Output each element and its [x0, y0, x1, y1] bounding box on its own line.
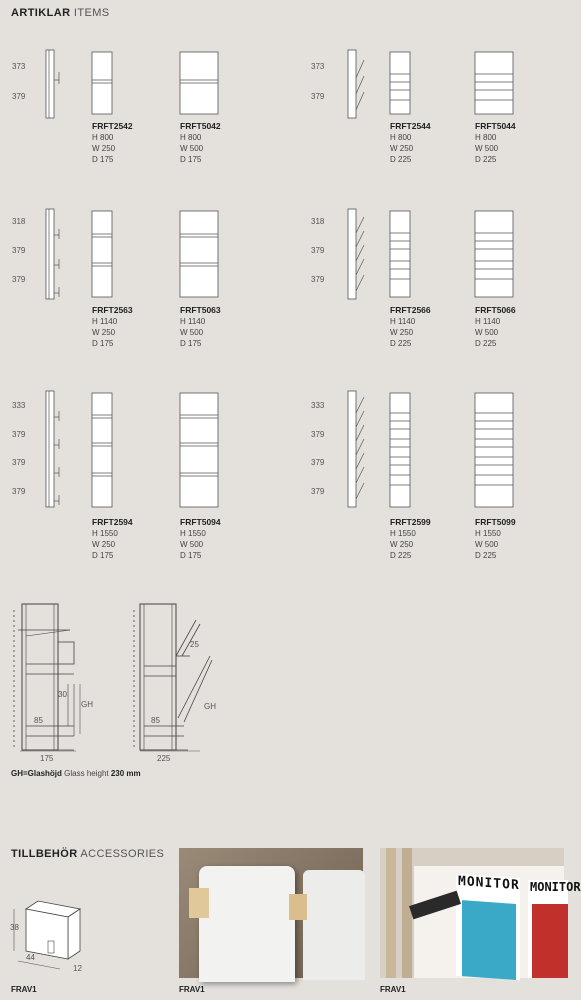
item-spec: [475, 517, 516, 561]
item-spec: [390, 305, 431, 349]
item-height: H 1550: [475, 529, 501, 538]
item-depth: D 225: [475, 339, 497, 348]
side-profile-drawing: [40, 50, 70, 120]
cabinet-drawing-FRFT2566: [390, 211, 412, 299]
side-profile-drawing: [340, 391, 370, 509]
side-dim: 379: [12, 92, 26, 101]
item-width: W 500: [475, 144, 499, 153]
item-code: FRFT2594: [92, 517, 133, 527]
item-code: FRFT5066: [475, 305, 516, 315]
item-code: FRFT5099: [475, 517, 516, 527]
bracket-dim-width: 12: [73, 964, 82, 973]
side-dim: 379: [311, 92, 325, 101]
item-code: FRFT5094: [180, 517, 221, 527]
cabinet-drawing-FRFT5066: [475, 211, 515, 299]
magazine-cover: [528, 880, 581, 978]
side-dim: 318: [12, 217, 26, 226]
item-height: H 1140: [180, 317, 206, 326]
accessories-title-light: ACCESSORIES: [80, 848, 165, 860]
side-dim: 333: [311, 401, 325, 410]
item-depth: D 175: [180, 339, 202, 348]
cabinet-drawing-FRFT2599: [390, 393, 412, 509]
detail-dim: 25: [190, 640, 199, 649]
item-code: FRFT2563: [92, 305, 133, 315]
accessory-photo-2: [380, 848, 581, 978]
side-dim: 379: [311, 246, 325, 255]
cabinet-drawing-FRFT5099: [475, 393, 515, 509]
title-bold: ARTIKLAR: [11, 7, 71, 19]
side-dim: 379: [311, 458, 325, 467]
title-light: ITEMS: [73, 7, 110, 19]
side-dim: 379: [12, 458, 26, 467]
item-height: H 1140: [390, 317, 416, 326]
photo-panel: [303, 870, 365, 980]
photo-bracket: [189, 888, 209, 918]
item-height: H 800: [180, 133, 202, 142]
item-depth: D 175: [92, 551, 114, 560]
cabinet-drawing-FRFT5042: [180, 52, 220, 116]
item-width: W 250: [92, 144, 116, 153]
accessory-caption: FRAV1: [380, 985, 406, 994]
item-width: W 250: [92, 540, 116, 549]
item-height: H 800: [92, 133, 114, 142]
item-width: W 500: [180, 144, 204, 153]
photo-rail: [386, 848, 396, 978]
item-depth: D 225: [475, 155, 497, 164]
side-dim: 373: [12, 62, 26, 71]
item-height: H 1140: [475, 317, 501, 326]
item-depth: D 225: [475, 551, 497, 560]
glass-height-note: [11, 769, 141, 778]
item-code: FRFT5044: [475, 121, 516, 131]
cabinet-drawing-FRFT2594: [92, 393, 114, 509]
item-height: H 800: [390, 133, 412, 142]
side-dim: 379: [311, 275, 325, 284]
gh-arrow: [78, 684, 82, 734]
side-dim: 379: [311, 430, 325, 439]
item-depth: D 175: [92, 155, 114, 164]
item-width: W 250: [390, 144, 414, 153]
detail-gh: GH: [204, 702, 216, 711]
magazine-title: MONITOR: [530, 880, 581, 894]
side-dim: 318: [311, 217, 325, 226]
cabinet-drawing-FRFT2542: [92, 52, 114, 116]
accessories-title-bold: TILLBEHÖR: [11, 848, 78, 860]
item-spec: [475, 121, 516, 165]
accessories-title: [11, 848, 164, 860]
side-dim: 379: [12, 430, 26, 439]
item-spec: [92, 305, 133, 349]
glass-value: 230 mm: [110, 769, 141, 778]
side-dim: 379: [12, 246, 26, 255]
item-width: W 500: [180, 328, 204, 337]
cabinet-drawing-FRFT2544: [390, 52, 412, 116]
item-code: FRFT2566: [390, 305, 431, 315]
item-width: W 500: [475, 328, 499, 337]
cabinet-drawing-FRFT5044: [475, 52, 515, 116]
item-depth: D 175: [92, 339, 114, 348]
item-code: FRFT5042: [180, 121, 221, 131]
item-code: FRFT5063: [180, 305, 221, 315]
detail-gh: GH: [81, 700, 93, 709]
accessory-caption: FRAV1: [179, 985, 205, 994]
item-spec: [92, 121, 133, 165]
cabinet-drawing-FRFT5063: [180, 211, 220, 299]
item-width: W 250: [92, 328, 116, 337]
bracket-drawing: [8, 895, 88, 975]
item-width: W 500: [180, 540, 204, 549]
photo-bracket: [289, 894, 307, 920]
item-depth: D 225: [390, 339, 412, 348]
item-code: FRFT2542: [92, 121, 133, 131]
item-height: H 1550: [180, 529, 206, 538]
magazine-image: [462, 900, 516, 980]
item-width: W 250: [390, 328, 414, 337]
glass-abbr: GH=Glashöjd: [11, 769, 62, 778]
side-profile-drawing: [340, 50, 370, 120]
item-spec: [180, 517, 221, 561]
accessory-caption: FRAV1: [11, 985, 37, 994]
item-width: W 250: [390, 540, 414, 549]
item-spec: [180, 121, 221, 165]
side-profile-drawing: [40, 391, 70, 509]
section-detail-225: [128, 600, 218, 760]
item-spec: [180, 305, 221, 349]
item-code: FRFT2544: [390, 121, 431, 131]
section-detail-175: [8, 600, 88, 760]
side-dim: 373: [311, 62, 325, 71]
item-spec: [390, 517, 431, 561]
bracket-dim-depth: 44: [26, 953, 35, 962]
accessory-photo-1: [179, 848, 363, 978]
item-height: H 1550: [390, 529, 416, 538]
detail-dim: 85: [151, 716, 160, 725]
page-title: [11, 7, 110, 19]
item-depth: D 225: [390, 551, 412, 560]
magazine-image: [532, 904, 568, 978]
item-spec: [390, 121, 431, 165]
side-dim: 379: [12, 275, 26, 284]
glass-english: Glass height: [64, 769, 109, 778]
item-height: H 1550: [92, 529, 118, 538]
side-dim: 379: [311, 487, 325, 496]
detail-dim: 175: [40, 754, 54, 763]
photo-panel: [199, 866, 295, 982]
cabinet-drawing-FRFT5094: [180, 393, 220, 509]
bracket-dim-height: 38: [10, 923, 19, 932]
item-height: H 1140: [92, 317, 118, 326]
side-profile-drawing: [40, 209, 70, 301]
cabinet-drawing-FRFT2563: [92, 211, 114, 299]
item-spec: [475, 305, 516, 349]
item-code: FRFT2599: [390, 517, 431, 527]
item-depth: D 225: [390, 155, 412, 164]
item-spec: [92, 517, 133, 561]
detail-dim: 85: [34, 716, 43, 725]
magazine-cover: [456, 874, 520, 980]
item-height: H 800: [475, 133, 497, 142]
item-depth: D 175: [180, 155, 202, 164]
detail-dim: 225: [157, 754, 171, 763]
side-dim: 379: [12, 487, 26, 496]
item-depth: D 175: [180, 551, 202, 560]
side-profile-drawing: [340, 209, 370, 301]
magazine-title: MONITOR: [458, 873, 520, 894]
side-dim: 333: [12, 401, 26, 410]
detail-dim: 30: [58, 690, 67, 699]
item-width: W 500: [475, 540, 499, 549]
